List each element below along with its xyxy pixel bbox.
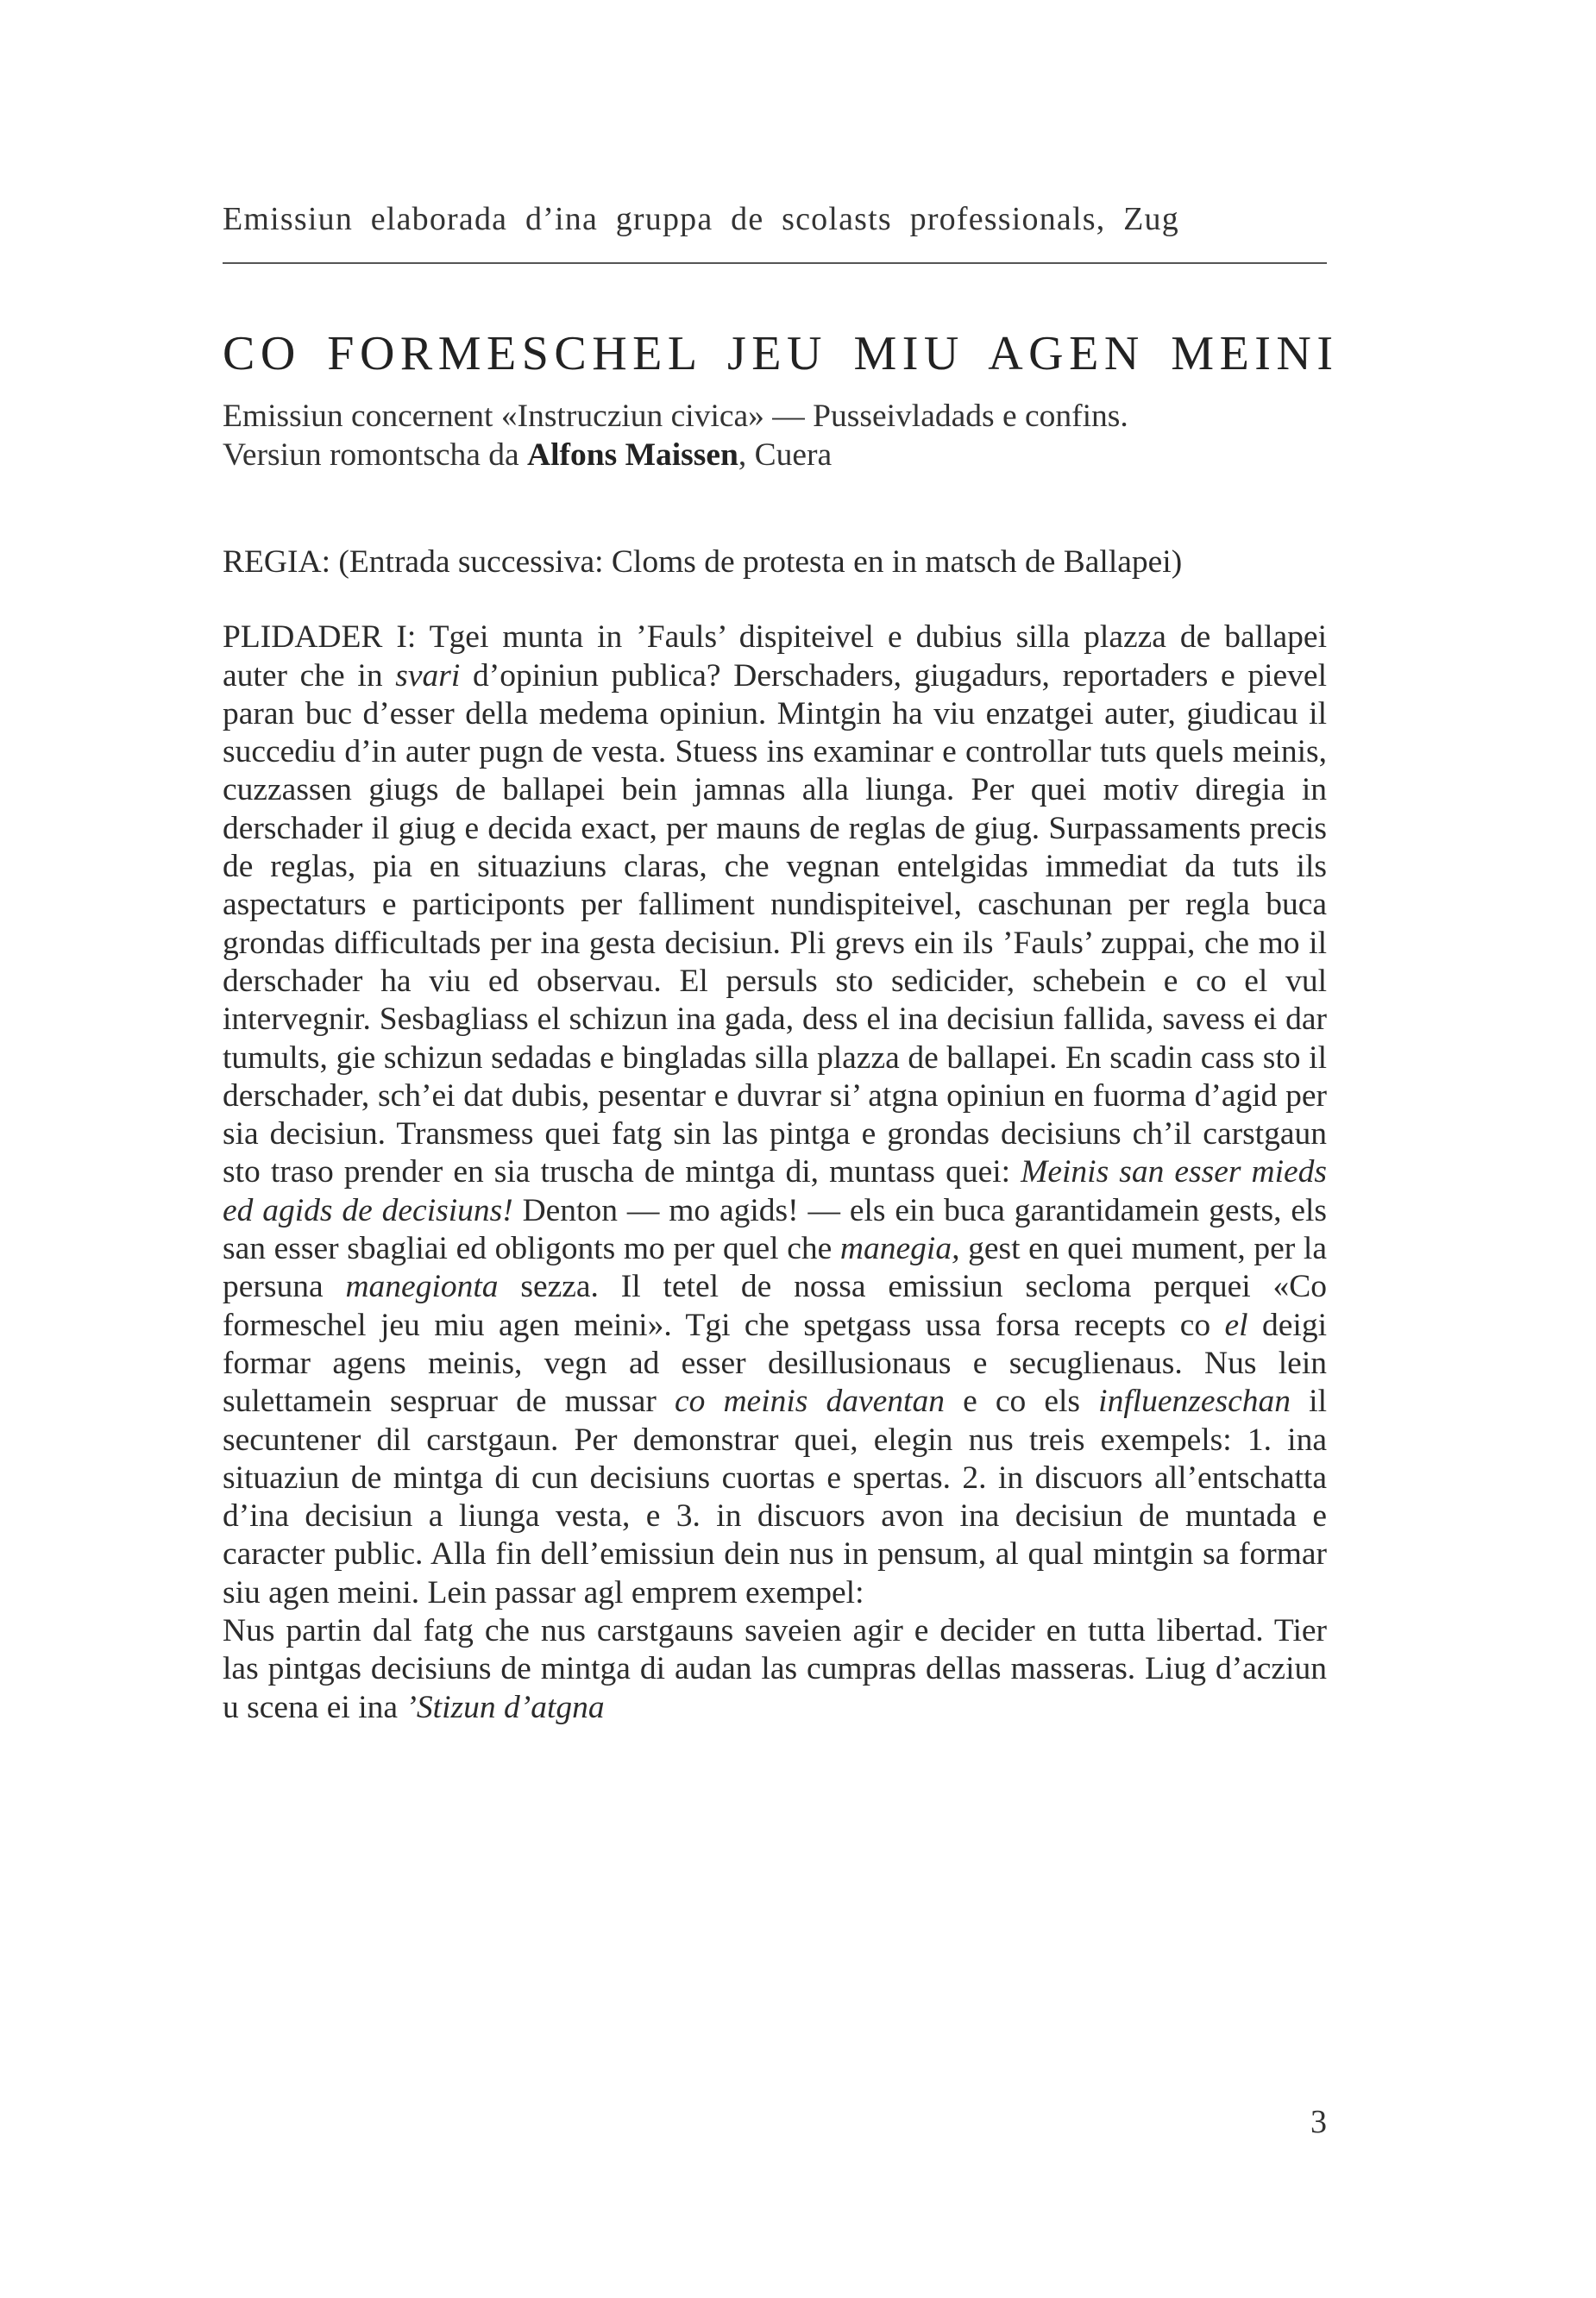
translator-prefix: Versiun romontscha da <box>223 437 528 473</box>
text-run: il secuntener dil carstgaun. Per demonstrar quei, elegin nus treis exempels: 1. ina situaziun de mintga di cun decisiuns cuortas e spertas. 2. in discuors all’entschatta d’ina decisiun a liunga vesta, e 3. in discuors avon ina decisiun de muntada e caracter public. Alla fin dell’emissiun dein nus in pensum, al qual mintgin sa formar siu agen meini. Lein passar agl emprem exempel: <box>223 1384 1328 1610</box>
body-text <box>223 543 1327 1727</box>
running-head: Emissiun elaborada d’ina gruppa de scolasts professionals, Zug <box>223 201 1179 237</box>
speaker-pliader: PLIDADER I: <box>223 619 417 656</box>
text-run: Tgei munta in ’Fauls’ dispiteivel e dubius silla plazza de ballapei auter che in <box>223 619 1327 694</box>
text-run: deigi formar agens meinis, vegn ad esser desillusionaus e secuglienaus. Nus lein sulettamein sespruar de mussar <box>223 1307 1328 1420</box>
text-run: Nus partin dal fatg che nus carstgauns saveien agir e decider en tutta libertad. Tier las pintgas decisiuns de mintga di audan las cumpras dellas masseras. Liug d’acziun u scena ei ina <box>223 1613 1327 1725</box>
pliader-paragraph <box>223 618 1327 1612</box>
italic-run: influenzeschan <box>1098 1384 1291 1420</box>
subtitle-block <box>223 397 1344 474</box>
text-run: e co els <box>944 1384 1099 1420</box>
continuation-paragraph <box>223 1612 1327 1727</box>
italic-run: Meinis san esser mieds ed agids de decisiuns! <box>223 1154 1328 1228</box>
italic-run: svari <box>395 657 461 694</box>
italic-run: ’Stizun d’atgna <box>405 1689 605 1725</box>
italic-run: el <box>1224 1307 1248 1343</box>
text-run: sezza. Il tetel de nossa emissiun secloma perquei «Co formeschel jeu miu agen meini». Tgi che spetgass ussa forsa recepts co <box>223 1269 1327 1343</box>
italic-run: co meinis daventan <box>674 1384 945 1420</box>
regia-text: (Entrada successiva: Cloms de protesta en in matsch de Ballapei) <box>330 544 1183 580</box>
translator-name: Alfons Maissen <box>527 437 738 473</box>
subtitle-line: Emissiun concernent «Instrucziun civica» — Pusseivladads e confins. <box>223 399 1128 434</box>
translator-line <box>223 436 1344 474</box>
text-run: Denton — mo agids! — els ein buca garantidamein gests, els san esser sbagliai ed obligonts mo per quel che <box>223 1192 1327 1267</box>
document-title: CO FORMESCHEL JEU MIU AGEN MEINI <box>223 327 1339 380</box>
document-page <box>223 0 1339 2298</box>
header-rule <box>223 262 1327 264</box>
page-number: 3 <box>1310 2104 1327 2140</box>
italic-run: manegia, <box>839 1231 960 1267</box>
text-run: d’opiniun publica? Derschaders, giugadurs, reportaders e pievel paran buc d’esser della medema opiniun. Mintgin ha viu enzatgei auter, giudicau il succediu d’in auter pugn de vesta. Stuess ins examinar e controllar tuts quels meinis, cuzzassen giugs de ballapei bein jamnas alla liunga. Per quei motiv diregia in derschader il giug e decida exact, per mauns de reglas de giug. Surpassaments precis de reglas, pia en situaziuns claras, che vegnan entelgidas immediat da tuts ils aspectaturs e participonts per falliment nundispiteivel, caschunan per regla buca grondas difficultads per ina gesta decisiun. Pli grevs ein ils ’Fauls’ zuppai, che mo il derschader ha viu ed observau. El persuls sto sedicider, schebein e co el vul intervegnir. Sesbagliass el schizun ina gada, dess el ina decisiun fallida, savess ei dar tumults, gie schizun sedadas e bingladas silla plazza de ballapei. En scadin cass sto il derschader, sch’ei dat dubis, pesentar e duvrar si’ atgna opiniun en fuorma d’agid per sia decisiun. Transmess quei fatg sin las pintga e grondas decisiuns ch’il carstgaun sto traso prender en sia truscha de mintga di, muntass quei: <box>223 657 1327 1190</box>
speaker-regia: REGIA: <box>223 544 330 580</box>
italic-run: manegionta <box>345 1269 499 1305</box>
regia-paragraph <box>223 543 1327 581</box>
translator-suffix: , Cuera <box>738 437 833 473</box>
text-run: gest en quei mument, per la persuna <box>223 1231 1327 1305</box>
